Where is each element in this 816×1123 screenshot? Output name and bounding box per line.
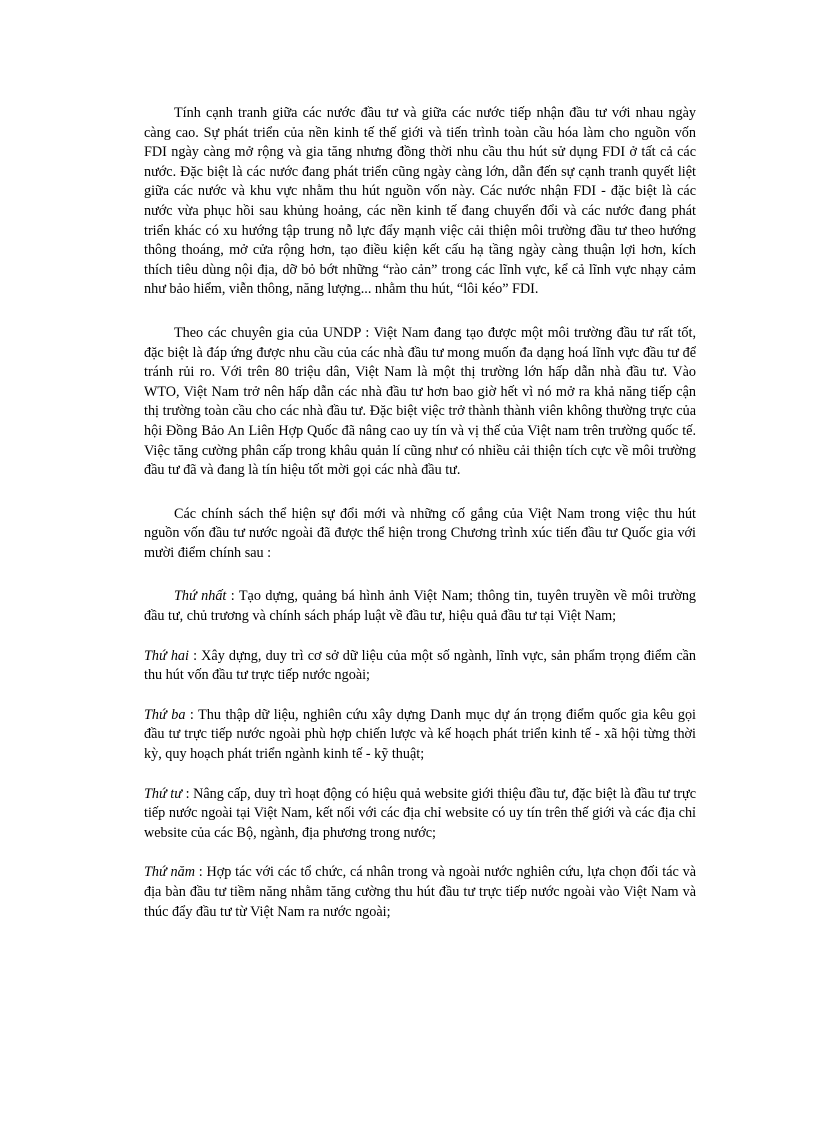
list-item-text: : Thu thập dữ liệu, nghiên cứu xây dựng Danh mục dự án trọng điểm quốc gia kêu gọi đầu tư trực tiếp nước ngoài phù hợp chiến lược và kế hoạch phát triển kinh tế - xã hội từng thời kỳ, quy hoạch phát triển ngành kinh tế - kỹ thuật; [144, 706, 696, 763]
list-item-lead: Thứ nhất [174, 588, 227, 605]
list-item-fourth [144, 785, 696, 844]
list-item-text: : Hợp tác với các tổ chức, cá nhân trong và ngoài nước nghiên cứu, lựa chọn đối tác và địa bàn đầu tư tiềm năng nhằm tăng cường thu hút đầu tư trực tiếp nước ngoài vào Việt Nam và thúc đẩy đầu tư từ Việt Nam ra nước ngoài; [144, 864, 696, 920]
list-item-lead: Thứ tư [144, 785, 182, 802]
list-item-first [144, 587, 696, 626]
paragraph-fdi-competition: Tính cạnh tranh giữa các nước đầu tư và giữa các nước tiếp nhận đầu tư với nhau ngày càng cao. Sự phát triển của nền kinh tế thế giới và tiến trình toàn cầu hóa làm cho nguồn vốn FDI ngày càng mở rộng và gia tăng nhưng đồng thời nhu cầu thu hút sử dụng FDI ở tất cả các nước. Đặc biệt là các nước đang phát triển cũng ngày càng lớn, dẫn đến sự cạnh tranh quyết liệt giữa các nước và khu vực nhằm thu hút nguồn vốn này. Các nước nhận FDI - đặc biệt là các nước vừa phục hồi sau khủng hoảng, các nền kinh tế đang chuyển đổi và các nước đang phát triển khác có xu hướng tập trung nỗ lực đẩy mạnh việc cải thiện môi trường đầu tư theo hướng thông thoáng, mở cửa rộng hơn, tạo điều kiện kết cấu hạ tầng ngày càng thuận lợi hơn, kích thích tiêu dùng nội địa, dỡ bỏ bớt những “rào cản” trong các lĩnh vực, kể cả lĩnh vực nhạy cảm như bảo hiểm, viễn thông, năng lượng... nhằm thu hút, “lôi kéo” FDI. [144, 105, 696, 298]
list-item-text: : Xây dựng, duy trì cơ sở dữ liệu của một số ngành, lĩnh vực, sản phẩm trọng điểm cần thu hút vốn đầu tư trực tiếp nước ngoài; [144, 647, 697, 684]
list-item-lead: Thứ hai [144, 647, 189, 664]
paragraph-undp-experts: Theo các chuyên gia của UNDP : Việt Nam đang tạo được một môi trường đầu tư rất tốt, đặc biệt là đáp ứng được nhu cầu của các nhà đầu tư mong muốn đa dạng hoá lĩnh vực đầu tư để tránh rủi ro. Với trên 80 triệu dân, Việt Nam là một thị trường lớn hấp dẫn nhà đầu tư. Vào WTO, Việt Nam trở nên hấp dẫn các nhà đầu tư hơn bao giờ hết vì nó mở ra khả năng tiếp cận thị trường toàn cầu cho các nhà đầu tư. Đặc biệt việc trở thành thành viên không thường trực của hội Đồng Bảo An Liên Hợp Quốc đã nâng cao uy tín và vị thế của Việt nam trên trường quốc tế. Việc tăng cường phân cấp trong khâu quản lí cũng như có nhiều cải thiện tích cực về môi trường đầu tư đã và đang là tín hiệu tốt mời gọi các nhà đầu tư. [144, 324, 696, 479]
list-item-lead: Thứ năm [144, 864, 195, 881]
list-item-text: : Nâng cấp, duy trì hoạt động có hiệu quả website giới thiệu đầu tư, đặc biệt là đầu tư trực tiếp nước ngoài tại Việt Nam, kết nối với các địa chỉ website có uy tín trên thế giới và các địa chỉ website của các Bộ, ngành, địa phương trong nước; [144, 785, 697, 841]
paragraph-policies-intro: Các chính sách thể hiện sự đổi mới và những cố gắng của Việt Nam trong việc thu hút nguồn vốn đầu tư nước ngoài đã được thể hiện trong Chương trình xúc tiến đầu tư Quốc gia với mười điểm chính sau : [144, 505, 696, 561]
list-item-fifth [144, 863, 696, 922]
document-page [144, 104, 696, 922]
list-item-second [144, 647, 696, 686]
list-item-lead: Thứ ba [144, 706, 186, 723]
list-item-text: : Tạo dựng, quảng bá hình ảnh Việt Nam; thông tin, tuyên truyền về môi trường đầu tư, chủ trương và chính sách pháp luật về đầu tư, hiệu quả đầu tư tại Việt Nam; [144, 588, 697, 625]
list-item-third [144, 706, 696, 765]
